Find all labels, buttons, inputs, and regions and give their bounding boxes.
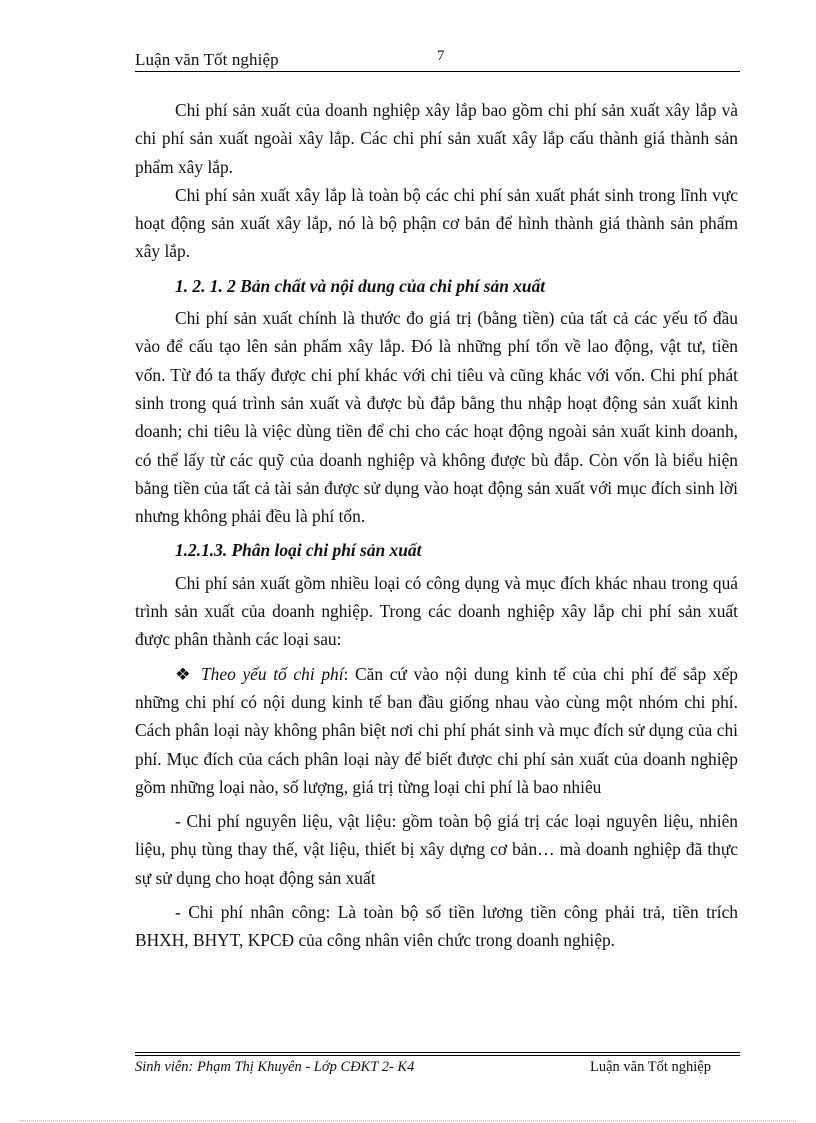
page-number: 7 <box>437 48 445 64</box>
document-body <box>135 96 738 961</box>
bullet-text: : Căn cứ vào nội dung kinh tế của chi phí để sắp xếp những chi phí có nội dung kinh tế ban đầu giống nhau vào cùng một nhóm chi phí. Cách phân loại này không phân biệt nơi chi phí phát sinh và mục đích sử dụng của chi phí. Mục đích của cách phân loại này để biết được chi phí sản xuất của doanh nghiệp gồm những loại nào, số lượng, giá trị từng loại chi phí là bao nhiêu <box>135 663 738 797</box>
section-heading-1-2-1-3: 1.2.1.3. Phân loại chi phí sản xuất <box>175 540 422 561</box>
bullet-paragraph <box>135 660 738 801</box>
diamond-bullet-icon: ❖ <box>175 663 191 684</box>
paragraph-6: - Chi phí nhân công: Là toàn bộ số tiền lương tiền công phải trả, tiền trích BHXH, BHYT, KPCĐ của công nhân viên chức trong doanh nghiệp. <box>135 902 738 951</box>
header-title: Luận văn Tốt nghiệp <box>135 50 279 69</box>
footer-divider-top <box>135 1052 740 1053</box>
paragraph-4: Chi phí sản xuất gồm nhiều loại có công dụng và mục đích khác nhau trong quá trình sản xuất của doanh nghiệp. Trong các doanh nghiệp xây lắp chi phí sản xuất được phân thành các loại sau: <box>135 572 738 650</box>
paragraph-1: Chi phí sản xuất của doanh nghiệp xây lắp bao gồm chi phí sản xuất xây lắp và chi phí sản xuất ngoài xây lắp. Các chi phí sản xuất xây lắp cấu thành giá thành sản phẩm xây lắp. <box>135 100 738 177</box>
header-divider <box>135 71 740 72</box>
paragraph-3: Chi phí sản xuất chính là thước đo giá trị (bằng tiền) của tất cả các yếu tố đầu vào để cấu tạo lên sản phẩm xây lắp. Đó là những phí tổn về lao động, vật tư, tiền vốn. Từ đó ta thấy được chi phí khác với chi tiêu và cũng khác với vốn. Chi phí phát sinh trong quá trình sản xuất và được bù đắp bằng thu nhập hoạt động sản xuất kinh doanh; chi tiêu là việc dùng tiền để chi cho các hoạt động ngoài sản xuất kinh doanh, có thể lấy từ các quỹ của doanh nghiệp và không được bù đắp. Còn vốn là biểu hiện bằng tiền của tất cả tài sản được sử dụng vào hoạt động sản xuất với mục đích sinh lời nhưng không phải đều là phí tổn. <box>135 308 738 527</box>
footer-divider-bottom <box>135 1055 740 1056</box>
section-heading-1-2-1-2: 1. 2. 1. 2 Bản chất và nội dung của chi phí sản xuất <box>175 275 546 296</box>
paragraph-5: - Chi phí nguyên liệu, vật liệu: gồm toàn bộ giá trị các loại nguyên liệu, nhiên liệu, phụ tùng thay thế, vật liệu, thiết bị xây dựng cơ bản… mà doanh nghiệp đã thực sự sử dụng cho hoạt động sản xuất <box>135 811 738 888</box>
paragraph-2: Chi phí sản xuất xây lắp là toàn bộ các chi phí sản xuất phát sinh trong lĩnh vực hoạt động sản xuất xây lắp, nó là bộ phận cơ bản để hình thành giá thành sản phẩm xây lắp. <box>135 184 738 262</box>
bullet-label: Theo yếu tố chi phí <box>201 663 344 684</box>
page-edge-divider <box>20 1120 796 1121</box>
footer-title: Luận văn Tốt nghiệp <box>590 1059 711 1075</box>
footer-student-info: Sinh viên: Phạm Thị Khuyên - Lớp CĐKT 2- K4 <box>135 1059 415 1075</box>
